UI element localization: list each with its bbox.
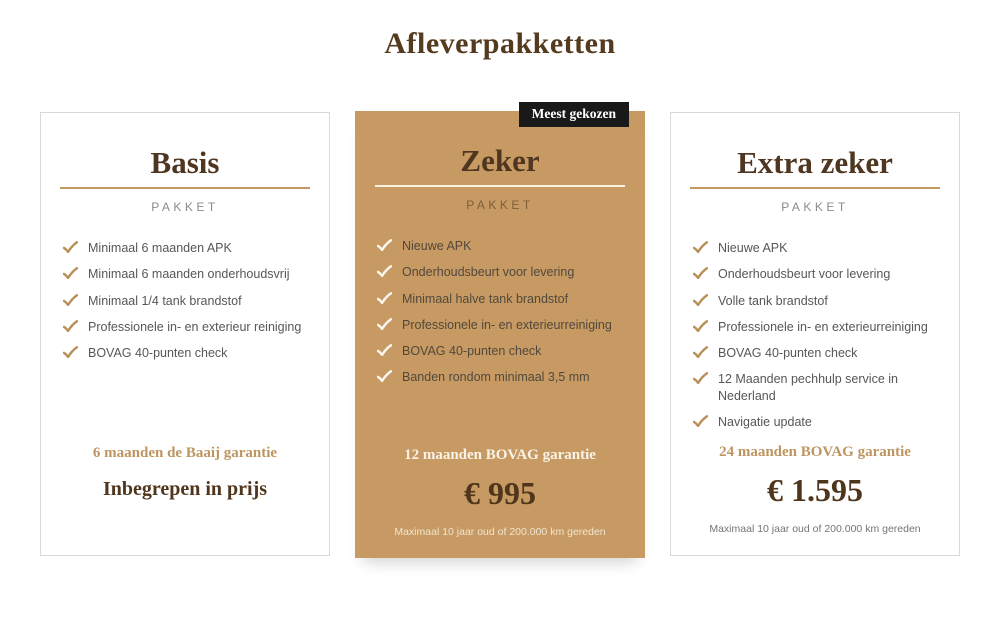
- feature-item: [693, 414, 945, 430]
- check-icon: [377, 344, 392, 356]
- feature-label: Onderhoudsbeurt voor levering: [402, 265, 575, 280]
- feature-item: [377, 238, 631, 254]
- feature-label: Minimaal 6 maanden APK: [88, 241, 232, 255]
- feature-item: [377, 343, 631, 359]
- feature-list: [671, 240, 959, 430]
- check-icon: [377, 239, 392, 251]
- check-icon: [377, 292, 392, 304]
- condition-note: Maximaal 10 jaar oud of 200.000 km gereden: [709, 523, 921, 535]
- feature-label: BOVAG 40-punten check: [402, 344, 542, 358]
- package-subtitle: PAKKET: [151, 200, 219, 214]
- feature-item: [693, 293, 945, 309]
- price-text: € 995: [464, 475, 536, 511]
- check-icon: [63, 294, 78, 306]
- feature-item: [693, 240, 945, 256]
- divider: [375, 185, 625, 187]
- check-icon: [63, 346, 78, 358]
- feature-label: Professionele in- en exterieurreiniging: [718, 319, 928, 334]
- feature-label: Minimaal 6 maanden onderhoudsvrij: [88, 267, 290, 282]
- feature-item: [63, 293, 315, 309]
- check-icon: [693, 320, 708, 332]
- feature-label: Minimaal 1/4 tank brandstof: [88, 293, 242, 308]
- feature-label: Volle tank brandstof: [718, 293, 828, 308]
- condition-note: Maximaal 10 jaar oud of 200.000 km gereden: [394, 526, 606, 538]
- package-card-zeker: [355, 106, 645, 558]
- feature-item: [693, 345, 945, 361]
- divider: [690, 187, 940, 189]
- feature-label: Nieuwe APK: [402, 239, 472, 253]
- feature-item: [377, 291, 631, 307]
- check-icon: [693, 415, 708, 427]
- guarantee-text: 12 maanden BOVAG garantie: [404, 447, 596, 463]
- feature-label: BOVAG 40-punten check: [718, 346, 858, 360]
- card-footer: [355, 447, 645, 538]
- price-text: € 1.595: [767, 472, 863, 508]
- feature-item: [377, 264, 631, 280]
- package-cards: [0, 106, 1000, 558]
- check-icon: [693, 294, 708, 306]
- feature-item: [693, 266, 945, 282]
- feature-item: [63, 266, 315, 282]
- feature-item: [63, 240, 315, 256]
- package-card-basis: [40, 112, 330, 556]
- feature-item: [693, 319, 945, 335]
- feature-item: [377, 369, 631, 385]
- card-footer: [41, 445, 329, 499]
- check-icon: [63, 241, 78, 253]
- feature-label: Navigatie update: [718, 414, 812, 429]
- guarantee-text: 24 maanden BOVAG garantie: [719, 444, 911, 460]
- package-name: Basis: [150, 145, 220, 180]
- check-icon: [693, 241, 708, 253]
- feature-item: [377, 317, 631, 333]
- divider: [60, 187, 310, 189]
- guarantee-text: 6 maanden de Baaij garantie: [92, 445, 278, 461]
- most-chosen-badge: Meest gekozen: [519, 102, 629, 127]
- package-name: Zeker: [460, 143, 540, 178]
- feature-item: [63, 319, 315, 335]
- package-name: Extra zeker: [737, 145, 893, 180]
- feature-label: 12 Maanden pechhulp service in Nederland: [718, 372, 898, 403]
- package-card-extra-zeker: [670, 112, 960, 556]
- page-title: Afleverpakketten: [384, 27, 616, 60]
- feature-list: [41, 240, 329, 361]
- feature-label: Nieuwe APK: [718, 241, 788, 255]
- feature-label: Minimaal halve tank brandstof: [402, 291, 569, 306]
- check-icon: [377, 318, 392, 330]
- check-icon: [377, 370, 392, 382]
- price-text: Inbegrepen in prijs: [102, 478, 268, 500]
- feature-label: Banden rondom minimaal 3,5 mm: [402, 370, 590, 385]
- package-subtitle: PAKKET: [466, 198, 534, 212]
- check-icon: [693, 267, 708, 279]
- feature-label: Professionele in- en exterieur reiniging: [88, 319, 302, 334]
- package-subtitle: PAKKET: [781, 200, 849, 214]
- feature-label: Professionele in- en exterieurreiniging: [402, 317, 612, 332]
- check-icon: [63, 267, 78, 279]
- check-icon: [377, 265, 392, 277]
- feature-label: BOVAG 40-punten check: [88, 346, 228, 360]
- check-icon: [693, 346, 708, 358]
- feature-item: [63, 345, 315, 361]
- card-footer: [671, 444, 959, 535]
- check-icon: [63, 320, 78, 332]
- check-icon: [693, 372, 708, 384]
- feature-item: [693, 371, 945, 404]
- feature-list: [355, 238, 645, 386]
- feature-label: Onderhoudsbeurt voor levering: [718, 267, 891, 282]
